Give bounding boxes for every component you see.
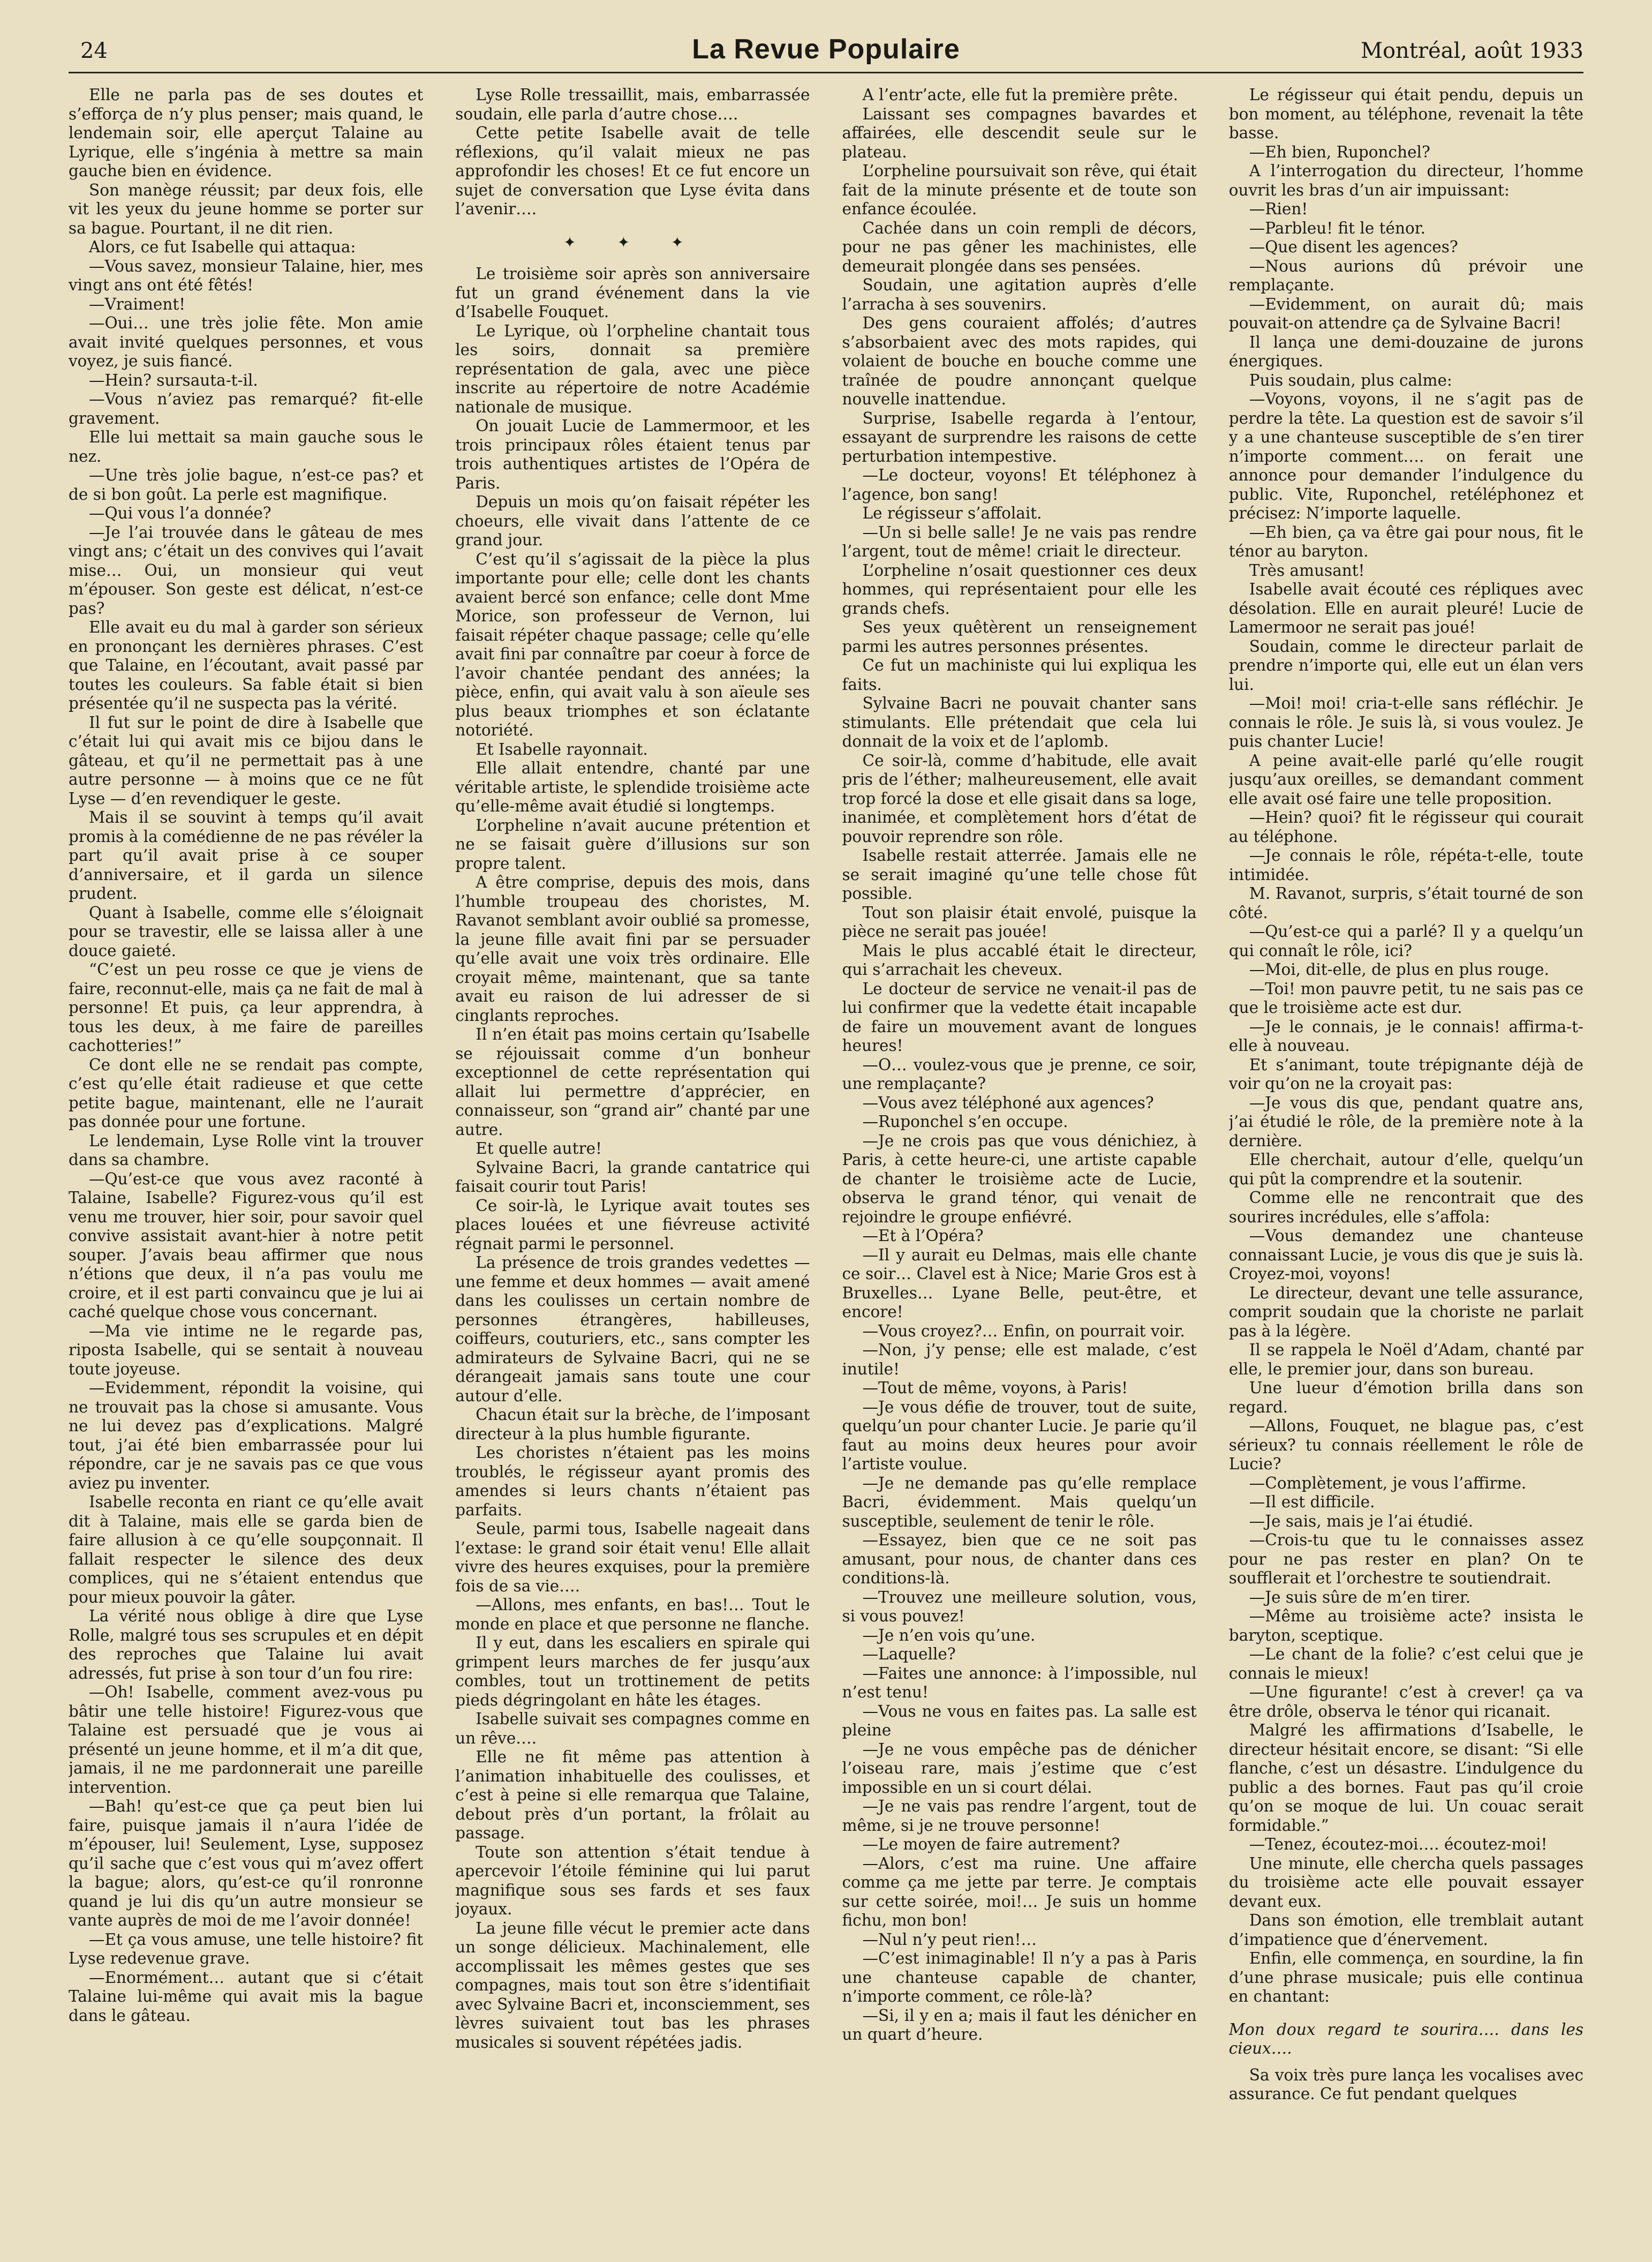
paragraph: —Il y aurait eu Delmas, mais elle chante ce soir… Clavel est à Nice; Marie Gros est à Bruxelles… Lyane Belle, peut-être, et encore! (842, 1245, 1197, 1321)
paragraph: —Que disent les agences? (1249, 238, 1458, 256)
paragraph: Il y eut, dans les escaliers en spirale qui grimpent leurs marches de fer jusqu’aux combles, tout un trottinement de petits pieds dégringolant en hâte les étages. (455, 1634, 810, 1709)
paragraph: Chacun était sur la brèche, de l’imposant directeur à la plus humble figurante. (455, 1406, 810, 1443)
paragraph: A l’interrogation du directeur, l’homme ouvrit les bras d’un air impuissant: (1228, 162, 1583, 199)
paragraph: Le régisseur s’affolait. (862, 504, 1042, 522)
paragraph: Isabelle restait atterrée. Jamais elle ne se serait imaginé qu’une telle chose fût possible. (842, 846, 1197, 903)
paragraph: Ses yeux quêtèrent un renseignement parmi les autres personnes présentes. (842, 618, 1197, 656)
paragraph: Et Isabelle rayonnait. (476, 740, 648, 758)
paragraph: —Evidemment, on aurait dû; mais pouvait-on attendre ça de Sylvaine Bacri! (1228, 295, 1583, 332)
paragraph: —O… voulez-vous que je prenne, ce soir, une remplaçante? (842, 1055, 1197, 1093)
paragraph: Cachée dans un coin rempli de décors, pour ne pas gêner les machinistes, elle demeurait plongée dans ses pensées. (842, 219, 1197, 275)
paragraph: —Laquelle? (862, 1645, 956, 1663)
paragraph: Isabelle suivait ses compagnes comme en un rêve…. (455, 1710, 810, 1747)
paragraph: —Essayez, bien que ce ne soit pas amusant, pour nous, de chanter dans ces conditions-là. (842, 1531, 1197, 1587)
paragraph: —Vous n’aviez pas remarqué? fit-elle gravement. (69, 390, 424, 427)
paragraph: Elle cherchait, autour d’elle, quelqu’un qui pût la comprendre et la soutenir. (1228, 1151, 1583, 1188)
paragraph: Seule, parmi tous, Isabelle nageait dans l’extase: le grand soir était venu! Elle allait vivre des heures exquises, pour la première fois de sa vie…. (455, 1520, 810, 1595)
paragraph: Il fut sur le point de dire à Isabelle que c’était lui qui avait mis ce bijou dans le gâteau, et qu’il ne permettait pas à une autre personne — à moins que ce ne fût Lyse — d’en revendiquer le geste. (69, 713, 424, 808)
article-body (69, 86, 1583, 2207)
paragraph: Il lança une demi-douzaine de jurons énergiques. (1228, 333, 1583, 370)
paragraph: Quant à Isabelle, comme elle s’éloignait pour se travestir, elle se laissa aller à une douce gaieté. (69, 903, 424, 960)
paragraph: —Je connais le rôle, répéta-t-elle, toute intimidée. (1228, 846, 1583, 884)
paragraph: —Eh bien, ça va être gai pour nous, fit le ténor au baryton. (1228, 523, 1583, 560)
paragraph: Comme elle ne rencontrait que des sourires incrédules, elle s’affola: (1228, 1189, 1583, 1226)
paragraph: —Ruponchel s’en occupe. (862, 1113, 1068, 1131)
paragraph: Soudain, une agitation auprès d’elle l’arracha à ses souvenirs. (842, 276, 1197, 313)
paragraph: Mon doux regard te sourira…. dans les cieux…. (1228, 2020, 1583, 2057)
paragraph: A être comprise, depuis des mois, dans l’humble troupeau des choristes, M. Ravanot semblant avoir oublié sa promesse, la jeune fille avait fini par se persuader qu’elle avait une voix très ordinaire. Elle croyait même, maintenant, que sa tante avait eu raison de lui adresser de si cinglants reproches. (455, 873, 810, 1025)
paragraph: Et quelle autre! (476, 1139, 602, 1158)
paragraph: Il n’en était pas moins certain qu’Isabelle se réjouissait comme d’un bonheur exceptionnel de cette représentation qui allait lui permettre d’apprécier, en connaisseur, son “grand air” chanté par une autre. (455, 1025, 810, 1139)
paragraph: Mais le plus accablé était le directeur, qui s’arrachait les cheveux. (842, 941, 1197, 979)
paragraph: Le régisseur qui était pendu, depuis un bon moment, au téléphone, revenait la tête basse. (1228, 86, 1583, 142)
paragraph: Elle allait entendre, chanté par une véritable artiste, le splendide troisième acte qu’elle-même avait étudié si longtemps. (455, 759, 810, 815)
paragraph: —Ma vie intime ne le regarde pas, riposta Isabelle, qui se sentait à nouveau toute joyeuse. (69, 1321, 424, 1378)
paragraph: La jeune fille vécut le premier acte dans un songe délicieux. Machinalement, elle accomplissait les mêmes gestes que ses compagnes, mais tout son être s’identifiait avec Sylvaine Bacri et, inconsciemment, ses lèvres suivaient tout bas les phrases musicales si souvent répétées jadis. (455, 1919, 810, 2051)
paragraph: —Je le connais, je le connais! affirma-t-elle à nouveau. (1228, 1017, 1583, 1055)
paragraph: Elle lui mettait sa main gauche sous le nez. (69, 428, 424, 465)
paragraph: —Je ne demande pas qu’elle remplace Bacri, évidemment. Mais quelqu’un susceptible, seulement de tenir le rôle. (842, 1474, 1197, 1530)
paragraph: —Je suis sûre de m’en tirer. (1249, 1588, 1471, 1606)
paragraph: —Hein? quoi? fit le régisseur qui courait au téléphone. (1228, 808, 1583, 846)
paragraph: Tout son plaisir était envolé, puisque la pièce ne serait pas jouée! (842, 903, 1197, 941)
paragraph: —Je vous défie de trouver, tout de suite, quelqu’un pour chanter Lucie. Je parie qu’il faut au moins deux heures pour avoir l’artiste voulue. (842, 1397, 1197, 1473)
text-column-4 (1229, 86, 1583, 2207)
paragraph: Isabelle avait écouté ces répliques avec désolation. Elle en aurait pleuré! Lucie de Lamermoor ne serait pas joué! (1228, 580, 1583, 636)
paragraph: Malgré les affirmations d’Isabelle, le directeur hésitait encore, se disant: “Si elle flanche, c’est un désastre. L’indulgence du public a des bornes. Faut pas qu’il croie qu’on se moque de lui. Un couac serait formidable.” (1228, 1721, 1583, 1835)
paragraph: —Le moyen de faire autrement? (862, 1835, 1120, 1853)
section-separator: ✦ ✦ ✦ (563, 233, 702, 251)
paragraph: A l’entr’acte, elle fut la première prête. (862, 86, 1179, 104)
paragraph: —Moi! moi! cria-t-elle sans réfléchir. Je connais le rôle. Je suis là, si vous voulez. Je puis chanter Lucie! (1228, 694, 1583, 750)
paragraph: Enfin, elle commença, en sourdine, la fin d’une phrase musicale; puis elle continua en chantant: (1228, 1949, 1583, 2005)
paragraph: —Oh! Isabelle, comment avez-vous pu bâtir une telle histoire! Figurez-vous que Talaine est persuadé que je vous ai présenté un jeune homme, et il m’a dit que, jamais, il ne me pardonnerait une pareille intervention. (69, 1683, 424, 1797)
paragraph: —C’est inimaginable! Il n’y a pas à Paris une chanteuse capable de chanter, n’importe comment, ce rôle-là? (842, 1949, 1197, 2005)
paragraph: Une lueur d’émotion brilla dans son regard. (1228, 1379, 1583, 1416)
paragraph: —Le chant de la folie? c’est celui que je connais le mieux! (1228, 1645, 1583, 1682)
masthead-title: La Revue Populaire (692, 34, 960, 65)
paragraph: —Non, j’y pense; elle est malade, c’est inutile! (842, 1341, 1197, 1378)
paragraph: Cette petite Isabelle avait de telle réflexions, qu’il valait mieux ne pas approfondir les choses! Et ce fut encore un sujet de conversation que Lyse évita dans l’avenir…. (455, 124, 810, 218)
paragraph: —Il est difficile. (1249, 1493, 1375, 1511)
paragraph: On jouait Lucie de Lammermoor, et les trois principaux rôles étaient tenus par trois authentiques artistes de l’Opéra de Paris. (455, 417, 810, 492)
paragraph: Ce soir-là, le Lyrique avait toutes ses places louées et une fiévreuse activité régnait parmi le personnel. (455, 1196, 810, 1253)
paragraph: L’orpheline n’avait aucune prétention et ne se faisait guère d’illusions sur son propre talent. (455, 816, 810, 873)
paragraph: A peine avait-elle parlé qu’elle rougit jusqu’aux oreilles, se demandant comment elle avait osé faire une telle proposition. (1228, 751, 1583, 808)
issue-date: Montréal, août 1933 (1360, 39, 1583, 63)
paragraph: —Vous avez téléphoné aux agences? (862, 1093, 1154, 1112)
paragraph: —Complètement, je vous l’affirme. (1249, 1474, 1527, 1492)
paragraph: —Trouvez une meilleure solution, vous, si vous pouvez! (842, 1588, 1197, 1625)
paragraph: Des gens couraient affolés; d’autres s’absorbaient avec des mots rapides, qui volaient de bouche en bouche comme une traînée de poudre annonçant quelque nouvelle inattendue. (842, 314, 1197, 408)
paragraph: Mais il se souvint à temps qu’il avait promis à la comédienne de ne pas révéler la part qu’il avait prise à ce souper d’anniversaire, et il garda un silence prudent. (69, 808, 424, 903)
paragraph: —Moi, dit-elle, de plus en plus rouge. (1249, 960, 1549, 979)
paragraph: Lyse Rolle tressaillit, mais, embarrassée soudain, elle parla d’autre chose…. (455, 86, 810, 123)
paragraph: Ce dont elle ne se rendait pas compte, c’est qu’elle était radieuse et que cette petite bague, maintenant, elle ne l’aurait pas donnée pour une fortune. (69, 1055, 424, 1131)
paragraph: —Je ne vais pas rendre l’argent, tout de même, si je ne trouve personne! (842, 1797, 1197, 1835)
paragraph: Soudain, comme le directeur parlait de prendre n’importe qui, elle eut un élan vers lui. (1228, 637, 1583, 694)
paragraph: —Si, il y en a; mais il faut les dénicher en un quart d’heure. (842, 2006, 1197, 2043)
paragraph: Elle ne parla pas de ses doutes et s’efforça de n’y plus penser; mais quand, le lendemain soir, elle aperçut Talaine au Lyrique, elle s’ingénia à mettre sa main gauche bien en évidence. (69, 86, 424, 180)
paragraph: Une minute, elle chercha quels passages du troisième acte elle pouvait essayer devant eux. (1228, 1854, 1583, 1911)
paragraph: M. Ravanot, surpris, s’était tourné de son côté. (1228, 884, 1583, 922)
paragraph: Le troisième soir après son anniversaire fut un grand événement dans la vie d’Isabelle Fouquet. (455, 265, 810, 321)
paragraph: —Et à l’Opéra? (862, 1227, 984, 1245)
paragraph: La vérité nous oblige à dire que Lyse Rolle, malgré tous ses scrupules et en dépit des reproches que Talaine lui avait adressés, fut prise à son tour d’un fou rire: (69, 1607, 424, 1682)
paragraph: Ce fut un machiniste qui lui expliqua les faits. (842, 656, 1197, 694)
paragraph: —Bah! qu’est-ce que ça peut bien lui faire, puisque jamais il n’aura l’idée de m’épouser, lui! Seulement, Lyse, supposez qu’il sache que c’est vous qui m’avez offert la bague; alors, qu’est-ce qu’il ronronne quand je lui dis qu’un autre monsieur se vante auprès de moi de me l’avoir donnée! (69, 1797, 424, 1929)
paragraph: Elle avait eu du mal à garder son sérieux en prononçant les dernières phrases. C’est que Talaine, en l’écoutant, avait passé par toutes les couleurs. Sa fable était si bien présentée qu’il ne suspecta pas la vérité. (69, 618, 424, 712)
paragraph: La présence de trois grandes vedettes — une femme et deux hommes — avait amené dans les coulisses un certain nombre de personnes étrangères, habilleuses, coiffeurs, couturiers, etc., sans compter les admirateurs de Sylvaine Bacri, qui ne se dérangeait jamais sans toute une cour autour d’elle. (455, 1253, 810, 1405)
paragraph: Le lendemain, Lyse Rolle vint la trouver dans sa chambre. (69, 1131, 424, 1169)
paragraph: L’orpheline poursuivait son rêve, qui était fait de la minute présente et de toute son enfance écoulée. (842, 162, 1197, 218)
paragraph: —Je ne vous empêche pas de dénicher l’oiseau rare, mais j’estime que c’est impossible en un si court délai. (842, 1740, 1197, 1797)
paragraph: —Allons, Fouquet, ne blague pas, c’est sérieux? tu connais réellement le rôle de Lucie? (1228, 1417, 1583, 1473)
paragraph: —Crois-tu que tu le connaisses assez pour ne pas rester en plan? On te soufflerait et l’orchestre te soutiendrait. (1228, 1531, 1583, 1587)
paragraph: —Faites une annonce: à l’impossible, nul n’est tenu! (842, 1664, 1197, 1701)
paragraph: —Evidemment, répondit la voisine, qui ne trouvait pas la chose si amusante. Vous ne lui devez pas d’explications. Malgré tout, j’ai été bien embarrassée pour lui répondre, car je ne savais pas ce que vous aviez pu inventer. (69, 1379, 424, 1492)
paragraph: Et s’animant, toute trépignante déjà de voir qu’on ne la croyait pas: (1228, 1055, 1583, 1093)
paragraph: —Rien! (1249, 200, 1308, 218)
paragraph: Très amusant! (1249, 561, 1365, 580)
paragraph: —Parbleu! fit le ténor. (1249, 219, 1425, 237)
text-column-1 (69, 86, 423, 2207)
paragraph: L’orpheline n’osait questionner ces deux hommes, qui représentaient pour elle les grands chefs. (842, 561, 1197, 618)
paragraph: Le docteur de service ne venait-il pas de lui confirmer que la vedette était incapable de faire un mouvement avant de longues heures! (842, 979, 1197, 1055)
paragraph: —Qu’est-ce que vous avez raconté à Talaine, Isabelle? Figurez-vous qu’il est venu me trouver, hier soir, pour savoir quel convive assistait avant-hier à notre petit souper. J’avais beau affirmer que nous n’étions que deux, il n’a pas voulu me croire, et il est parti convaincu que je lui ai caché quelque chose vous concernant. (69, 1169, 424, 1321)
paragraph: C’est qu’il s’agissait de la pièce la plus importante pour elle; celle dont les chants avaient bercé son enfance; celle dont Mme Morice, son professeur de Vernon, lui faisait répéter chaque passage; celle qu’elle avait fini par connaître par coeur à force de l’avoir chantée pendant des années; la pièce, enfin, qui avait valu à son aïeule ses plus beaux triomphes et son éclatante notoriété. (455, 550, 810, 739)
paragraph: —Vraiment! (89, 295, 186, 313)
paragraph: —Je vous dis que, pendant quatre ans, j’ai étudié le rôle, de la première note à la dernière. (1228, 1093, 1583, 1150)
paragraph: Son manège réussit; par deux fois, elle vit les yeux du jeune homme se porter sur sa bague. Pourtant, il ne dit rien. (69, 181, 424, 237)
paragraph: Puis soudain, plus calme: (1249, 371, 1452, 389)
paragraph: —Un si belle salle! Je ne vais pas rendre l’argent, tout de même! criait le directeur. (842, 523, 1197, 560)
paragraph: —Eh bien, Ruponchel? (1249, 142, 1430, 161)
paragraph: Ce soir-là, comme d’habitude, elle avait pris de l’éther; malheureusement, elle avait trop forcé la dose et elle gisait dans sa loge, inanimée, et complètement hors d’état de pouvoir reprendre son rôle. (842, 751, 1197, 846)
paragraph: —Une très jolie bague, n’est-ce pas? et de si bon goût. La perle est magnifique. (69, 466, 424, 503)
paragraph: —Je sais, mais je l’ai étudié. (1249, 1512, 1474, 1530)
paragraph: —Je n’en vois qu’une. (862, 1626, 1036, 1644)
paragraph: —Je ne crois pas que vous dénichiez, à Paris, à cette heure-ci, une artiste capable de chanter le troisième acte de Lucie, observa le grand ténor, qui venait de rejoindre le groupe enfiévré. (842, 1131, 1197, 1226)
paragraph: Surprise, Isabelle regarda à l’entour, essayant de surprendre les raisons de cette perturbation intempestive. (842, 409, 1197, 465)
paragraph: “C’est un peu rosse ce que je viens de faire, reconnut-elle, mais ça ne fait de mal à personne! Et puis, ça leur apprendra, à tous les deux, à me faire de pareilles cachotteries!” (69, 960, 424, 1055)
paragraph: Sa voix très pure lança les vocalises avec assurance. Ce fut pendant quelques (1228, 2065, 1583, 2103)
paragraph: —Nous aurions dû prévoir une remplaçante. (1228, 257, 1583, 294)
paragraph: —Le docteur, voyons! Et téléphonez à l’agence, bon sang! (842, 466, 1197, 503)
paragraph: —Une figurante! c’est à crever! ça va être drôle, observa le ténor qui ricanait. (1228, 1683, 1583, 1720)
paragraph: Depuis un mois qu’on faisait répéter les choeurs, elle vivait dans l’attente de ce grand jour. (455, 493, 810, 549)
page-header (69, 31, 1583, 73)
paragraph: —Vous ne vous en faites pas. La salle est pleine (842, 1702, 1197, 1739)
paragraph: Sylvaine Bacri, la grande cantatrice qui faisait courir tout Paris! (455, 1158, 810, 1196)
paragraph: Isabelle reconta en riant ce qu’elle avait dit à Talaine, mais elle se garda bien de faire allusion à ce qu’elle soupçonnait. Il fallait respecter le silence des deux complices, qui ne s’étaient entendus que pour mieux pouvoir la gâter. (69, 1493, 424, 1606)
text-column-2 (455, 86, 810, 2207)
paragraph: —Tenez, écoutez-moi…. écoutez-moi! (1249, 1835, 1548, 1853)
paragraph: —Nul n’y peut rien!… (862, 1930, 1037, 1949)
paragraph: Les choristes n’étaient pas les moins troublés, le régisseur ayant promis des amendes si leurs chants n’étaient pas parfaits. (455, 1444, 810, 1519)
paragraph: —Et ça vous amuse, une telle histoire? fit Lyse redevenue grave. (69, 1930, 424, 1967)
paragraph: Elle ne fit même pas attention à l’animation inhabituelle des coulisses, et c’est à peine si elle remarqua que Talaine, debout près d’un portant, la frôlait au passage. (455, 1748, 810, 1842)
paragraph: —Vous croyez?… Enfin, on pourrait voir. (862, 1321, 1185, 1340)
paragraph: —Alors, c’est ma ruine. Une affaire comme ça me jette par terre. Je comptais sur cette soirée, moi!… Je suis un homme fichu, mon bon! (842, 1854, 1197, 1929)
paragraph: Laissant ses compagnes bavardes et affairées, elle descendit seule sur le plateau. (842, 104, 1197, 161)
paragraph: Sylvaine Bacri ne pouvait chanter sans stimulants. Elle prétendait que cela lui donnait de la voix et de l’aplomb. (842, 694, 1197, 750)
paragraph: —Hein? sursauta-t-il. (89, 371, 258, 389)
paragraph: Le Lyrique, où l’orpheline chantait tous les soirs, donnait sa première représentation de gala, avec une pièce inscrite au répertoire de notre Académie nationale de musique. (455, 321, 810, 416)
page-number: 24 (80, 39, 108, 63)
paragraph: —Vous savez, monsieur Talaine, hier, mes vingt ans ont été fêtés! (69, 257, 424, 294)
paragraph: —Tout de même, voyons, à Paris! (862, 1379, 1128, 1397)
paragraph: —Enormément… autant que si c’était Talaine lui-même qui avait mis la bague dans le gâteau. (69, 1968, 424, 2025)
paragraph: —Vous demandez une chanteuse connaissant Lucie, je vous dis que je suis là. Croyez-moi, voyons! (1228, 1227, 1583, 1283)
paragraph: —Oui… une très jolie fête. Mon amie avait invité quelques personnes, et vous voyez, je suis fiancé. (69, 314, 424, 370)
paragraph: —Voyons, voyons, il ne s’agit pas de perdre la tête. La question est de savoir s’il y a une chanteuse susceptible de s’en tirer n’importe comment…. on ferait une annonce pour demander l’indulgence du public. Vite, Ruponchel, retéléphonez et précisez: N’importe laquelle. (1228, 390, 1583, 522)
paragraph: —Qui vous l’a donnée? (89, 504, 271, 522)
paragraph: —Toi! mon pauvre petit, tu ne sais pas ce que le troisième acte est dur. (1228, 979, 1583, 1017)
paragraph: —Qu’est-ce qui a parlé? Il y a quelqu’un qui connaît le rôle, ici? (1228, 922, 1583, 960)
paragraph: Dans son émotion, elle tremblait autant d’impatience que d’énervement. (1228, 1911, 1583, 1949)
paragraph: Toute son attention s’était tendue à apercevoir l’étoile féminine qui lui parut magnifique sous ses fards et ses faux joyaux. (455, 1843, 810, 1918)
paragraph: —Allons, mes enfants, en bas!… Tout le monde en place et que personne ne flanche. (455, 1596, 810, 1633)
paragraph: Il se rappela le Noël d’Adam, chanté par elle, le premier jour, dans son bureau. (1228, 1341, 1583, 1378)
paragraph: Alors, ce fut Isabelle qui attaqua: (89, 238, 356, 256)
text-column-3 (842, 86, 1197, 2207)
paragraph: —Je l’ai trouvée dans le gâteau de mes vingt ans; c’était un des convives qui l’avait mise… Oui, un monsieur qui veut m’épouser. Son geste est délicat, n’est-ce pas? (69, 523, 424, 618)
paragraph: —Même au troisième acte? insista le baryton, sceptique. (1228, 1607, 1583, 1644)
paragraph: Le directeur, devant une telle assurance, comprit soudain que la choriste ne parlait pas à la légère. (1228, 1283, 1583, 1340)
